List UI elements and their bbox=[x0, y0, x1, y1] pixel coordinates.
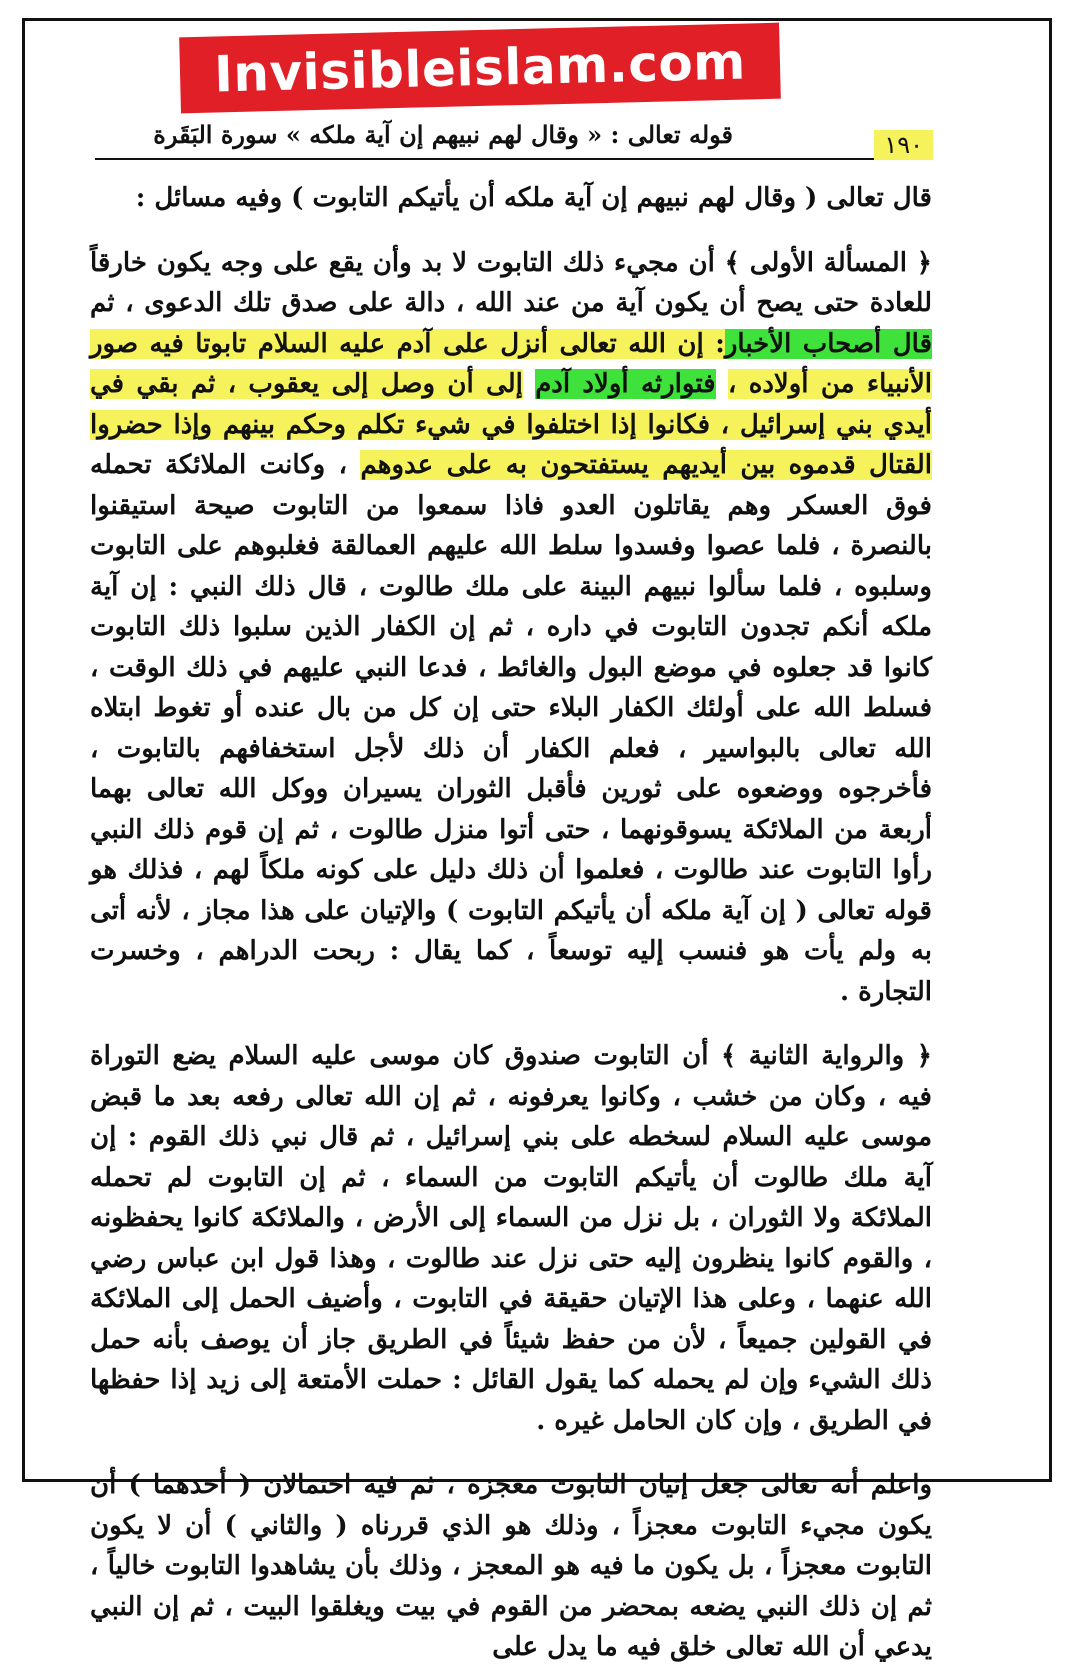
highlight-green-phrase: قال أصحاب الأخبار bbox=[724, 328, 933, 359]
intro-paragraph: قال تعالى ( وقال لهم نبيهم إن آية ملكه أن يأتيكم التابوت ) وفيه مسائل : bbox=[135, 183, 932, 213]
page-body bbox=[90, 178, 932, 1668]
highlight-green-phrase: فتوارثه أولاد آدم bbox=[535, 369, 716, 399]
miracle-paragraph: واعلم أنه تعالى جعل إتيان التابوت معجزة ، ثم فيه احتمالان ( أحدهما ) أن يكون مجيء التابوت معجزاً ، وذلك هو الذي قررناه ( والثاني ) أن لا يكون التابوت معجزاً ، بل يكون ما فيه هو المعجز ، وذلك بأن يشاهدوا التابوت خالياً ، ثم إن ذلك النبي يضعه بمحضر من القوم في بيت ويغلقوا البيت ، ثم إن النبي يدعي أن الله تعالى خلق فيه ما يدل على bbox=[90, 1470, 932, 1662]
site-logo-banner bbox=[179, 23, 781, 114]
highlight-yellow-phrase: : إن الله تعالى أنزل على آدم عليه السلام تابوتا فيه صور الأنبياء من أولاده ، bbox=[90, 328, 933, 399]
highlight-yellow-phrase: إلى أن وصل إلى يعقوب ، ثم بقي في أيدي بني إسرائيل ، فكانوا إذا اختلفوا في شيء تكلم وحكم بينهم وإذا حضروا القتال قدموه بين أيديهم يستفتحون به على عدوهم bbox=[90, 369, 932, 480]
header-title: قوله تعالى : « وقال لهم نبيهم إن آية ملكه » سورة البَقَرة bbox=[153, 120, 733, 149]
text-segment: ﴿ المسألة الأولى ﴾ أن مجيء ذلك التابوت لا بد وأن يقع على وجه يكون خارقاً للعادة حتى يصح أن يكون آية من عند الله ، دالة على صدق تلك الدعوى ، ثم bbox=[90, 247, 932, 318]
text-segment: ، وكانت الملائكة تحمله فوق العسكر وهم يقاتلون العدو فاذا سمعوا من التابوت صيحة استيقنوا بالنصرة ، فلما عصوا وفسدوا سلط الله عليهم العمالقة فغلبوهم على التابوت وسلبوه ، فلما سألوا نبيهم البينة على ملك طالوت ، قال ذلك النبي : إن آية ملكه أنكم تجدون التابوت في داره ، ثم إن الكفار الذين سلبوا ذلك التابوت كانوا قد جعلوه في موضع البول والغائط ، فدعا النبي عليهم في ذلك الوقت ، فسلط الله على أولئك الكفار البلاء حتى إن كل من بال عنده أو تغوط ابتلاه الله تعالى بالبواسير ، فعلم الكفار أن ذلك لأجل استخفافهم بالتابوت ، فأخرجوه ووضعوه على ثورين فأقبل الثوران يسيران ووكل الله تعالى بهما أربعة من الملائكة يسوقونهما ، حتى أتوا منزل طالوت ، ثم إن قوم ذلك النبي رأوا التابوت عند طالوت ، فعلموا أن ذلك دليل على كونه ملكاً لهم ، فذلك هو قوله تعالى ( إن آية ملكه أن يأتيكم التابوت ) والإتيان على هذا مجاز ، لأنه أتى به ولم يأت هو فنسب إليه توسعاً ، كما يقال : ربحت الدراهم ، وخسرت التجارة . bbox=[90, 450, 932, 1007]
first-issue-paragraph bbox=[90, 243, 932, 1013]
site-logo-text: Invisibleislam.com bbox=[213, 32, 747, 104]
page-number: ١٩٠ bbox=[874, 130, 933, 160]
running-header bbox=[95, 112, 933, 160]
second-narration-paragraph: ﴿ والرواية الثانية ﴾ أن التابوت صندوق كان موسى عليه السلام يضع التوراة فيه ، وكان من خشب ، وكانوا يعرفونه ، ثم إن الله تعالى رفعه بعد ما قبض موسى عليه السلام لسخطه على بني إسرائيل ، ثم قال نبي ذلك القوم : إن آية ملك طالوت أن يأتيكم التابوت من السماء ، ثم إن التابوت لم تحمله الملائكة ولا الثوران ، بل نزل من السماء إلى الأرض ، والملائكة كانوا يحفظونه ، والقوم كانوا ينظرون إليه حتى نزل عند طالوت ، وهذا قول ابن عباس رضي الله عنهما ، وعلى هذا الإتيان حقيقة في التابوت ، وأضيف الحمل إلى الملائكة في القولين جميعاً ، لأن من حفظ شيئاً في الطريق جاز أن يوصف بأنه حمل ذلك الشيء وإن لم يحمله كما يقول القائل : حملت الأمتعة إلى زيد إذا حفظها في الطريق ، وإن كان الحامل غيره . bbox=[90, 1041, 932, 1436]
